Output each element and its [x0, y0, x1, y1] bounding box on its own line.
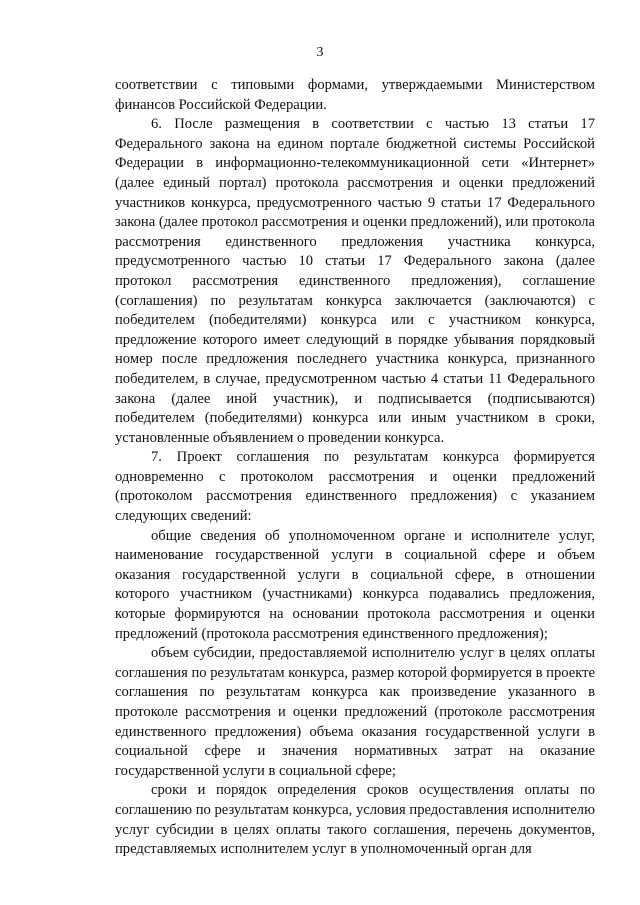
document-body: [115, 76, 595, 860]
page-number: 3: [316, 45, 324, 60]
paragraph-item-6: 6. После размещения в соответствии с частью 13 статьи 17 Федерального закона на едином портале бюджетной системы Российской Федерации в информационно-телекоммуникационной сети «Интернет» (далее единый портал) протокола рассмотрения и оценки предложений участников конкурса, предусмотренного частью 9 статьи 17 Федерального закона (далее протокол рассмотрения и оценки предложений), или протокола рассмотрения единственного предложения участника конкурса, предусмотренного частью 10 статьи 17 Федерального закона (далее протокол рассмотрения единственного предложения), соглашение (соглашения) по результатам конкурса заключается (заключаются) с победителем (победителями) конкурса или с участником конкурса, предложение которого имеет следующий в порядке убывания порядковый номер после предложения последнего участника конкурса, признанного победителем, в случае, предусмотренном частью 4 статьи 11 Федерального закона (далее иной участник), и подписывается (подписываются) победителем (победителями) конкурса или иным участником в сроки, установленные объявлением о проведении конкурса.: [115, 116, 595, 446]
paragraph-payment-terms: сроки и порядок определения сроков осуществления оплаты по соглашению по результатам конкурса, условия предоставления исполнителю услуг субсидии в целях оплаты такого соглашения, перечень документов, представляемых исполнителем услуг в уполномоченный орган для: [115, 782, 595, 858]
paragraph-continuation: соответствии с типовыми формами, утверждаемыми Министерством финансов Российской Федерации.: [115, 77, 595, 113]
paragraph-subsidy-volume: объем субсидии, предоставляемой исполнителю услуг в целях оплаты соглашения по результатам конкурса, размер которой формируется в проекте соглашения по результатам конкурса как произведение указанного в протоколе рассмотрения и оценки предложений (протоколе рассмотрения единственного предложения) объема оказания государственной услуги в социальной сфере и значения нормативных затрат на оказание государственной услуги в социальной сфере;: [115, 645, 595, 779]
paragraph-item-7: 7. Проект соглашения по результатам конкурса формируется одновременно с протоколом рассмотрения и оценки предложений (протоколом рассмотрения единственного предложения) с указанием следующих сведений:: [115, 449, 595, 525]
paragraph-general-info: общие сведения об уполномоченном органе и исполнителе услуг, наименование государственной услуги в социальной сфере и объем оказания государственной услуги в социальной сфере, в отношении которого участником (участниками) конкурса подавались предложения, которые формируются на основании протокола рассмотрения и оценки предложений (протокола рассмотрения единственного предложения);: [115, 527, 595, 642]
